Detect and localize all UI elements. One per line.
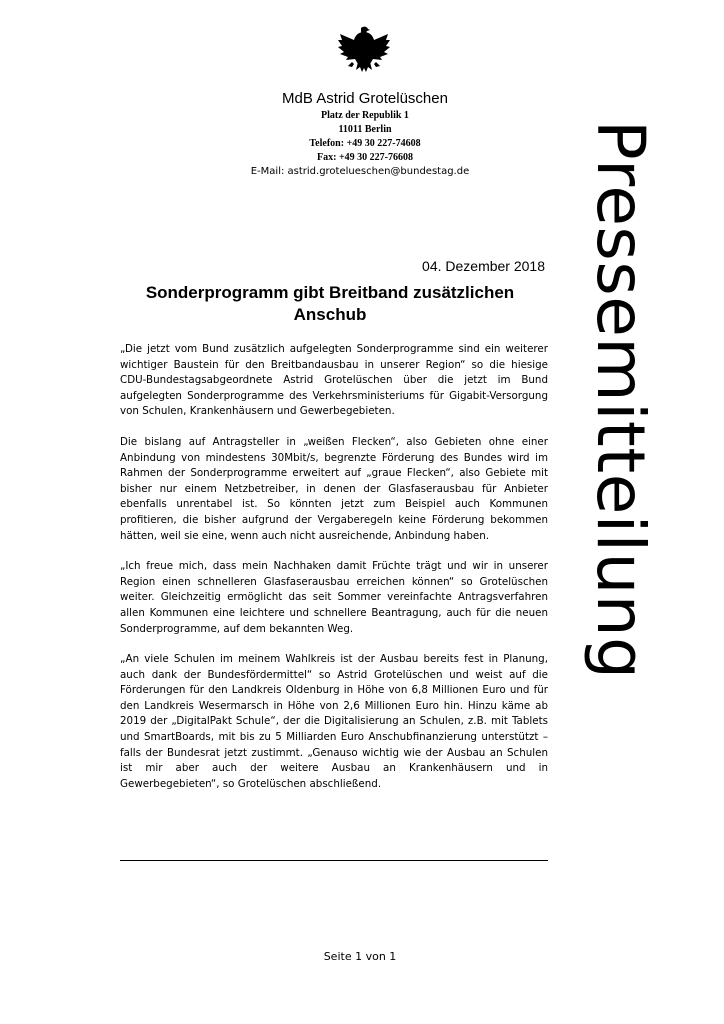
federal-eagle-icon xyxy=(336,26,392,72)
sender-fax: Fax: +49 30 227-76608 xyxy=(317,152,413,163)
headline: Sonderprogramm gibt Breitband zusätzlichen Anschub xyxy=(145,283,515,324)
body-text xyxy=(120,342,548,807)
paragraph: „Ich freue mich, dass mein Nachhaken damit Früchte trägt und wir in unserer Region einen schnelleren Glasfaserausbau erreichen können“ so Grotelüschen weiter. Gleichzeitig ermöglicht das seit Sommer vereinfachte Antragsverfahren allen Kommunen eine leichtere und schnellere Beantragung, auch für die neuen Sonderprogramme, auf dem bekannten Weg. xyxy=(120,560,548,635)
paragraph: „Die jetzt vom Bund zusätzlich aufgelegten Sonderprogramme sind ein weiterer wichtiger Baustein für den Breitbandausbau in unserer Region“ so die hiesige CDU-Bundestagsabgeordnete Astrid Grotelüschen über die jetzt im Bund aufgelegten Sonderprogramme des Verkehrsministeriums für Gigabit-Versorgung von Schulen, Krankenhäusern und Gewerbegebieten. xyxy=(120,343,548,418)
sender-email: E-Mail: astrid.grotelueschen@bundestag.de xyxy=(250,166,470,177)
sender-street: Platz der Republik 1 xyxy=(321,110,409,121)
release-date: 04. Dezember 2018 xyxy=(422,258,545,274)
sender-name: MdB Astrid Grotelüschen xyxy=(282,90,448,107)
side-title-text: Pressemitteilung xyxy=(582,120,659,680)
sender-city: 11011 Berlin xyxy=(338,124,392,135)
paragraph: Die bislang auf Antragsteller in „weißen Flecken“, also Gebieten ohne einer Anbindung von mindestens 30Mbit/s, begrenzte Förderung des Bundes wird im Rahmen der Sonderprogramme erweitert auf „graue Flecken“, also Gebiete mit bisher nur einem Netzbetreiber, in denen der Glasfaserausbau für Anbieter ebenfalls unrentabel ist. So könnten jetzt zum Beispiel auch Kommunen profitieren, die bisher aufgrund der Vergaberegeln keine Förderung bekommen hätten, weil sie eine, wenn auch nicht ausreichende, Anbindung haben. xyxy=(120,435,548,542)
divider xyxy=(120,860,548,861)
sender-phone: Telefon: +49 30 227-74608 xyxy=(309,138,421,149)
page-number: Seite 1 von 1 xyxy=(323,950,397,963)
paragraph: „An viele Schulen im meinem Wahlkreis ist der Ausbau bereits fest in Planung, auch dank der Bundesfördermittel“ so Astrid Grotelüschen und weist auf die Förderungen für den Landkreis Oldenburg in Höhe von 6,8 Millionen Euro und für den Landkreis Wesermarsch in Höhe von 2,6 Millionen Euro hin. Hinzu käme ab 2019 der „DigitalPakt Schule“, der die Digitalisierung an Schulen, z.B. mit Tablets und SmartBoards, mit bis zu 5 Milliarden Euro Anschubfinanzierung unterstützt – falls der Bundesrat jetzt zustimmt. „Genauso wichtig wie der Ausbau an Schulen ist mir aber auch der weitere Ausbau an Krankenhäusern und in Gewerbegebieten“, so Grotelüschen abschließend. xyxy=(120,653,548,790)
side-title xyxy=(582,120,659,860)
